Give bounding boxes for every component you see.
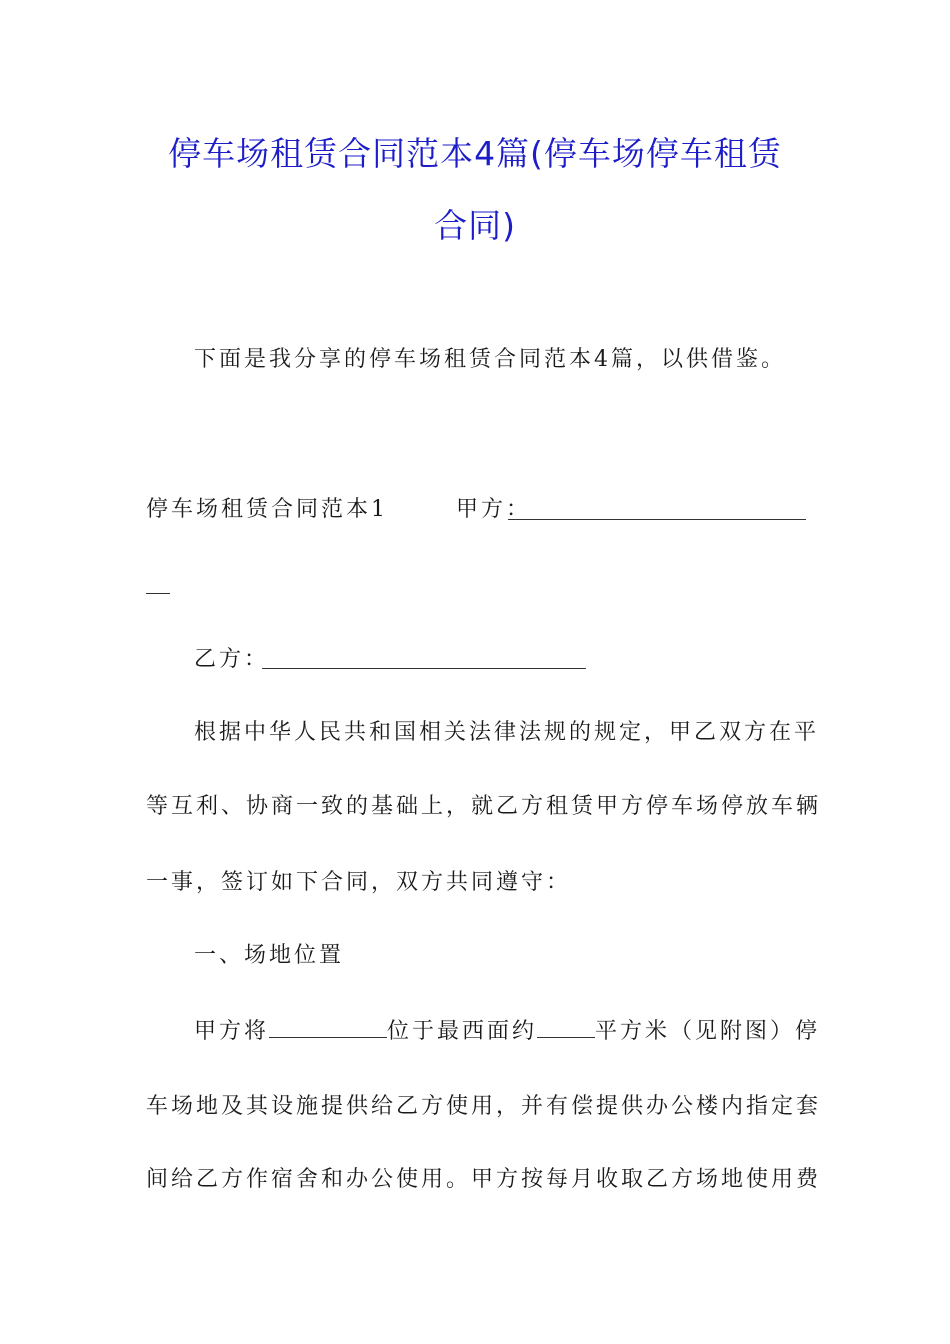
- para2-text-b: 位于最西面约: [387, 1019, 538, 1044]
- para2-text-c: 平方米（见附图）停: [595, 1019, 821, 1044]
- party-a-blank: [508, 518, 806, 520]
- party-b-blank: [262, 667, 586, 669]
- paragraph-1-line-2: 等互利、协商一致的基础上，就乙方租赁甲方停车场停放车辆: [146, 794, 822, 819]
- contract-section-heading: [146, 495, 531, 525]
- party-b-label: 乙方：: [194, 647, 270, 672]
- party-a-blank-continued: [146, 592, 170, 594]
- document-title-line-1: 停车场租赁合同范本4篇(停车场停车租赁: [168, 134, 782, 173]
- para2-text-a: 甲方将: [194, 1019, 270, 1044]
- location-blank: [269, 1036, 387, 1038]
- party-b-line: [194, 645, 269, 675]
- area-blank: [537, 1036, 595, 1038]
- intro-paragraph: 下面是我分享的停车场租赁合同范本4篇，以供借鉴。: [194, 347, 786, 372]
- document-title-line-2: 合同): [434, 206, 516, 245]
- paragraph-2-line-3: 间给乙方作宿舍和办公使用。甲方按每月收取乙方场地使用费: [146, 1167, 822, 1192]
- paragraph-1-line-1: 根据中华人民共和国相关法律法规的规定，甲乙双方在平: [194, 720, 820, 745]
- paragraph-2-line-1: [194, 1017, 820, 1047]
- paragraph-2-line-2: 车场地及其设施提供给乙方使用，并有偿提供办公楼内指定套: [146, 1094, 822, 1119]
- paragraph-1-line-3: 一事，签订如下合同，双方共同遵守：: [146, 870, 572, 895]
- party-a-label: 甲方：: [456, 497, 532, 522]
- section-heading-text: 停车场租赁合同范本1: [146, 497, 388, 522]
- clause-1-heading: 一、场地位置: [194, 943, 345, 968]
